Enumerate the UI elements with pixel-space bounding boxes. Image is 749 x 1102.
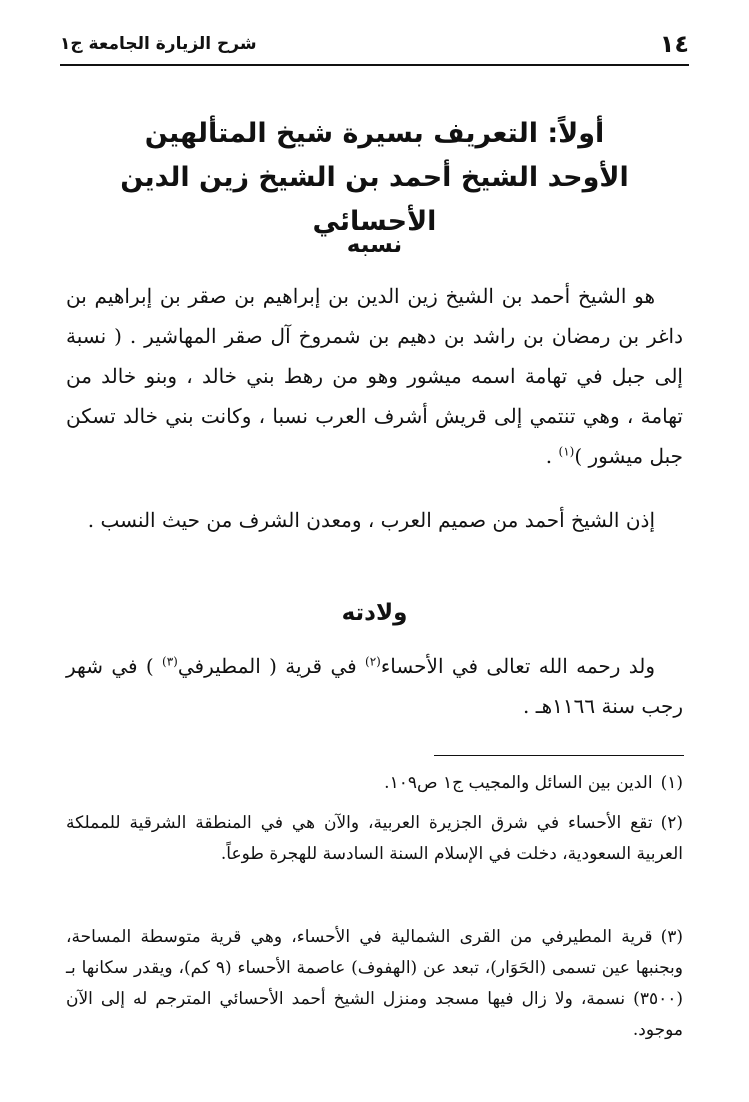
footnote-3-text: قرية المطيرفي من القرى الشمالية في الأحساء، وهي قرية متوسطة المساحة، وبجنبها عين تسمى (الحَوَار)، تبعد عن (الهفوف) عاصمة الأحساء (٩ كم)، ويقدر سكانها بـ (٣٥٠٠) نسمة، ولا زال فيها مسجد ومنزل الشيخ أحمد الأحسائي المترجم له إلى الآن موجود. [66,927,683,1040]
footnote-3 [66,922,683,1046]
footnote-2-text: تقع الأحساء في شرق الجزيرة العربية، والآن هي في المنطقة الشرقية للمملكة العربية السعودية، دخلت في الإسلام السنة السادسة للهجرة طوعاً. [66,813,683,864]
footnote-1 [66,768,683,799]
section-title-lineage: نسبه [346,232,403,258]
paragraph-lineage-tail: . [545,444,559,468]
paragraph-birth-part2: في قرية ( المطيرفي [177,654,366,678]
footnote-1-number: (١) [660,773,683,793]
section-title-birth: ولادته [341,600,408,626]
footnote-separator [434,755,684,756]
footnote-2-number: (٢) [660,813,683,833]
footnote-3-number: (٣) [660,927,683,947]
paragraph-lineage-text: هو الشيخ أحمد بن الشيخ زين الدين بن إبراهيم بن صقر بن إبراهيم بن داغر بن رمضان بن راشد بن دهيم بن شمروخ آل صقر المهاشير . ( نسبة إلى جبل في تهامة اسمه ميشور وهو من رهط بني خالد ، وبنو خالد من تهامة ، وهي تنتمي إلى قريش أشرف العرب نسبا ، وكانت بني خالد تسكن جبل ميشور ) [66,284,683,468]
footnote-ref-2: (٢) [365,654,381,669]
running-title: شرح الزيارة الجامعة ج١ [60,34,257,54]
footnote-ref-3: (٣) [162,654,178,669]
paragraph-conclusion-text: إذن الشيخ أحمد من صميم العرب ، ومعدن الشرف من حيث النسب . [87,508,655,532]
footnote-ref-1: (١) [558,444,575,459]
paragraph-lineage [66,276,683,476]
paragraph-birth-part1: ولد رحمه الله تعالى في الأحساء [380,654,655,678]
footnote-2 [66,808,683,870]
paragraph-birth [66,646,683,726]
chapter-heading-line1: أولاً: التعريف بسيرة شيخ المتألهين [144,118,605,149]
footnote-1-text: الدين بين السائل والمجيب ج١ ص١٠٩. [384,773,653,793]
page-header [60,28,689,66]
page-number: ١٤ [659,30,689,58]
paragraph-birth-part3: ) في شهر رجب سنة ١١٦٦هـ . [66,654,683,718]
paragraph-conclusion [66,500,683,540]
chapter-heading-line2: الأوحد الشيخ أحمد بن الشيخ زين الدين الأحسائي [120,162,629,237]
